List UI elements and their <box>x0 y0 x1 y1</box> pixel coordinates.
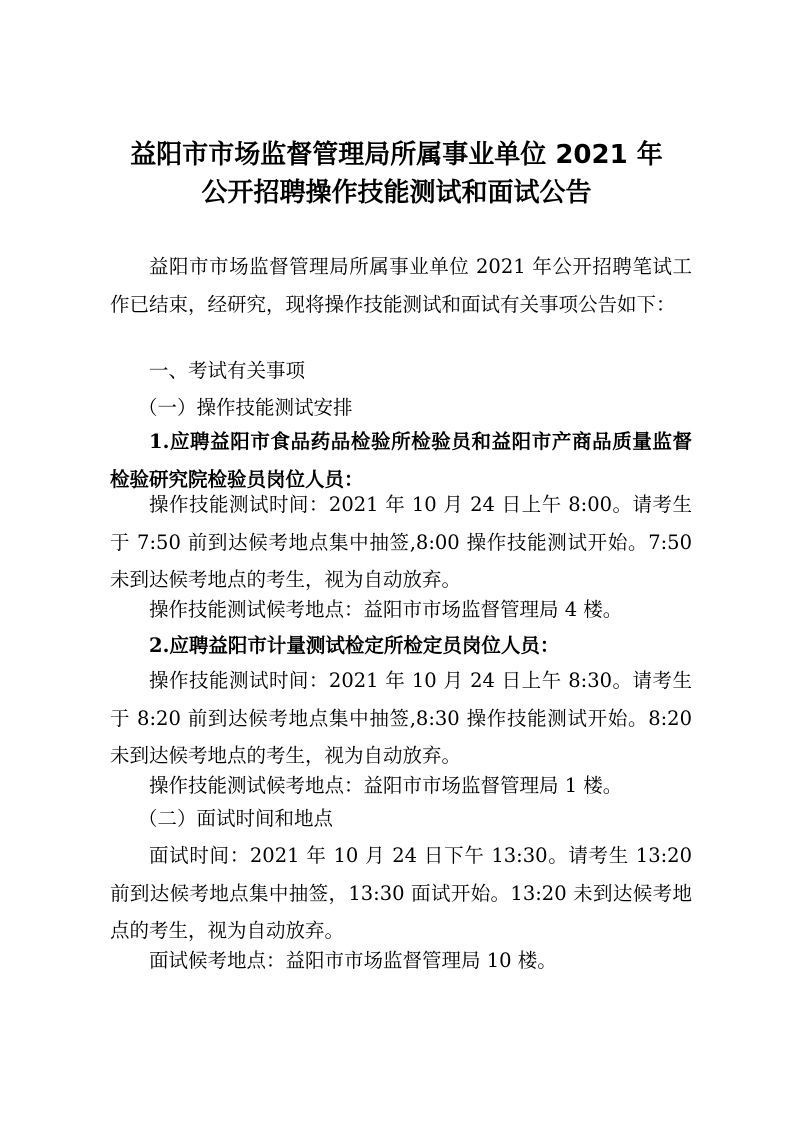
document-title-line2: 公开招聘操作技能测试和面试公告 <box>201 178 592 208</box>
subsection-heading-interview: （二）面试时间和地点 <box>138 807 334 830</box>
section-heading-exam-matters: 一、考试有关事项 <box>149 359 306 382</box>
subsection-heading-skill-test: （一）操作技能测试安排 <box>138 396 353 419</box>
interview-time-paragraph: 面试时间：2021 年 10 月 24 日下午 13:30。请考生 13:20 前到达候考地点集中抽签，13:30 面试开始。13:20 未到达候考地点的考生，视为自动放弃。 <box>110 844 692 942</box>
item2-place-paragraph: 操作技能测试候考地点：益阳市市场监督管理局 1 楼。 <box>149 774 623 797</box>
item1-place-paragraph: 操作技能测试候考地点：益阳市市场监督管理局 4 楼。 <box>149 598 623 621</box>
item2-time-paragraph: 操作技能测试时间：2021 年 10 月 24 日上午 8:30。请考生于 8:20 前到达候考地点集中抽签,8:30 操作技能测试开始。8:20 未到达候考地点的考生，视为自动放弃。 <box>110 669 692 767</box>
interview-place-paragraph: 面试候考地点：益阳市市场监督管理局 10 楼。 <box>149 949 557 972</box>
document-title-line1: 益阳市市场监督管理局所属事业单位 2021 年 <box>130 140 663 170</box>
intro-paragraph: 益阳市市场监督管理局所属事业单位 2021 年公开招聘笔试工作已结束，经研究，现将操作技能测试和面试有关事项公告如下： <box>110 255 692 316</box>
item1-time-paragraph: 操作技能测试时间：2021 年 10 月 24 日上午 8:00。请考生于 7:50 前到达候考地点集中抽签,8:00 操作技能测试开始。7:50 未到达候考地点的考生，视为自动放弃。 <box>110 493 692 591</box>
item2-heading: 2.应聘益阳市计量测试检定所检定员岗位人员： <box>149 634 560 657</box>
item1-heading: 1.应聘益阳市食品药品检验所检验员和益阳市产商品质量监督检验研究院检验员岗位人员： <box>110 430 692 491</box>
